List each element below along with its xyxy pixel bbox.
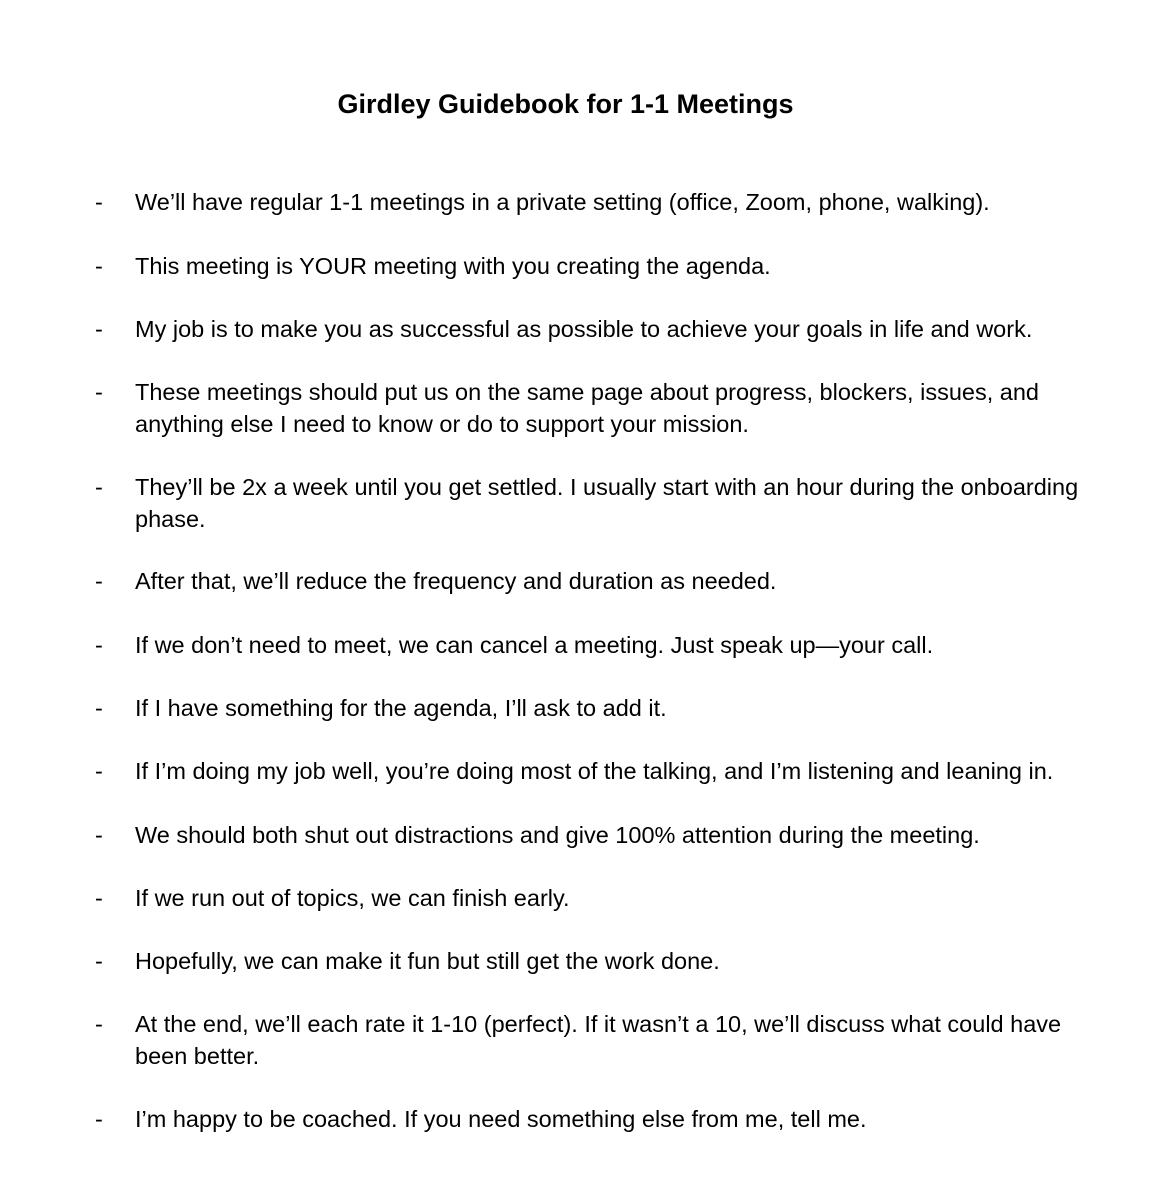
bullet-dash: - (95, 253, 103, 279)
bullet-dash: - (95, 568, 103, 594)
bullet-dash: - (95, 885, 103, 911)
list-item-text: They’ll be 2x a week until you get settled. I usually start with an hour during the onboarding phase. (135, 474, 1079, 532)
list-item-text: My job is to make you as successful as possible to achieve your goals in life and work. (135, 316, 1033, 342)
bullet-dash: - (95, 758, 103, 784)
list-item-text: If we don’t need to meet, we can cancel a meeting. Just speak up—your call. (135, 632, 934, 658)
list-item-text: These meetings should put us on the same page about progress, blockers, issues, and anything else I need to know or do to support your mission. (135, 379, 1039, 437)
list-item-text: This meeting is YOUR meeting with you creating the agenda. (135, 253, 771, 279)
document-title: Girdley Guidebook for 1-1 Meetings (337, 89, 794, 119)
bullet-dash: - (95, 822, 103, 848)
list-item-text: I’m happy to be coached. If you need something else from me, tell me. (135, 1106, 867, 1132)
bullet-dash: - (95, 189, 103, 215)
list-item-text: If I have something for the agenda, I’ll ask to add it. (135, 695, 667, 721)
list-item-text: If we run out of topics, we can finish early. (135, 885, 570, 911)
bullet-dash: - (95, 695, 103, 721)
list-item-text: We should both shut out distractions and give 100% attention during the meeting. (135, 822, 980, 848)
bullet-dash: - (95, 1106, 103, 1132)
list-item-text: We’ll have regular 1-1 meetings in a private setting (office, Zoom, phone, walking). (135, 189, 990, 215)
list-item-text: Hopefully, we can make it fun but still get the work done. (135, 948, 720, 974)
bullet-dash: - (95, 632, 103, 658)
bullet-dash: - (95, 948, 103, 974)
bullet-dash: - (95, 474, 103, 500)
bullet-dash: - (95, 1011, 103, 1037)
bullet-dash: - (95, 316, 103, 342)
list-item-text: At the end, we’ll each rate it 1-10 (perfect). If it wasn’t a 10, we’ll discuss what could have been better. (135, 1011, 1062, 1069)
bullet-dash: - (95, 379, 103, 405)
list-item-text: After that, we’ll reduce the frequency and duration as needed. (135, 568, 777, 594)
list-item-text: If I’m doing my job well, you’re doing most of the talking, and I’m listening and leaning in. (135, 758, 1054, 784)
